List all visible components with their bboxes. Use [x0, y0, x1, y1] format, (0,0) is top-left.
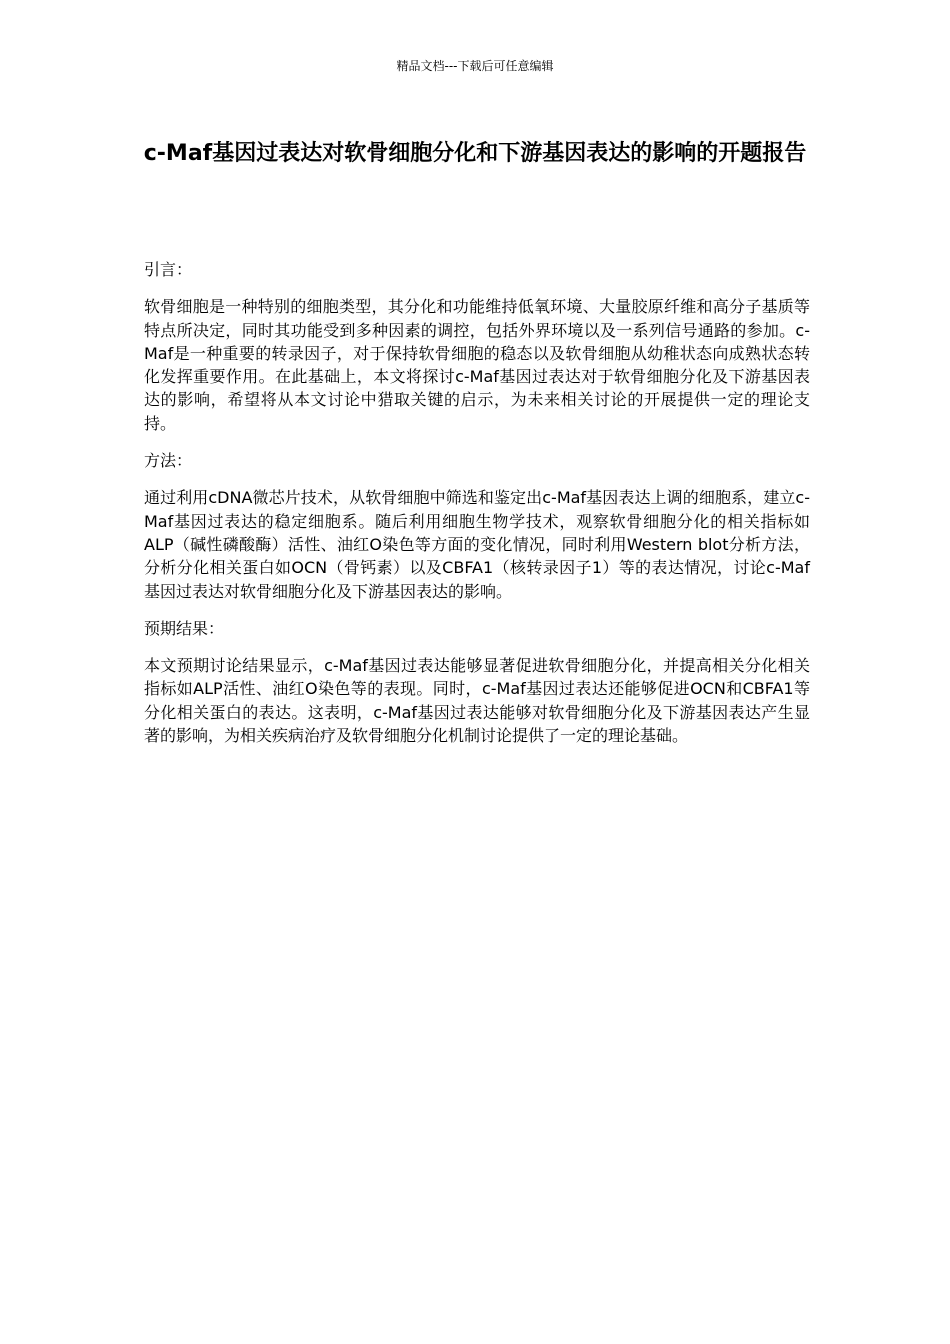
document-body — [144, 258, 810, 761]
section-paragraph-expected-results: 本文预期讨论结果显示，c-Maf基因过表达能够显著促进软骨细胞分化，并提高相关分化相关指标如ALP活性、油红O染色等的表现。同时，c-Maf基因过表达还能够促进OCN和CBFA1等分化相关蛋白的表达。这表明，c-Maf基因过表达能够对软骨细胞分化及下游基因表达产生显著的影响，为相关疾病治疗及软骨细胞分化机制讨论提供了一定的理论基础。 — [144, 656, 810, 746]
section-paragraph-methods: 通过利用cDNA微芯片技术，从软骨细胞中筛选和鉴定出c-Maf基因表达上调的细胞系，建立c-Maf基因过表达的稳定细胞系。随后利用细胞生物学技术，观察软骨细胞分化的相关指标如ALP（碱性磷酸酶）活性、油红O染色等方面的变化情况，同时利用Western blot分析方法，分析分化相关蛋白如OCN（骨钙素）以及CBFA1（核转录因子1）等的表达情况，讨论c-Maf基因过表达对软骨细胞分化及下游基因表达的影响。 — [144, 488, 810, 601]
section-paragraph-introduction: 软骨细胞是一种特别的细胞类型，其分化和功能维持低氧环境、大量胶原纤维和高分子基质等特点所决定，同时其功能受到多种因素的调控，包括外界环境以及一系列信号通路的参加。c-Maf是一种重要的转录因子，对于保持软骨细胞的稳态以及软骨细胞从幼稚状态向成熟状态转化发挥重要作用。在此基础上，本文将探讨c-Maf基因过表达对于软骨细胞分化及下游基因表达的影响，希望将从本文讨论中猎取关键的启示，为未来相关讨论的开展提供一定的理论支持。 — [144, 297, 810, 433]
page-header-note: 精品文档---下载后可任意编辑 — [396, 59, 554, 73]
section-heading-introduction: 引言： — [144, 260, 193, 279]
document-title: c-Maf基因过表达对软骨细胞分化和下游基因表达的影响的开题报告 — [143, 141, 807, 166]
section-heading-expected-results: 预期结果： — [144, 618, 225, 638]
section-heading-methods: 方法： — [144, 451, 193, 471]
